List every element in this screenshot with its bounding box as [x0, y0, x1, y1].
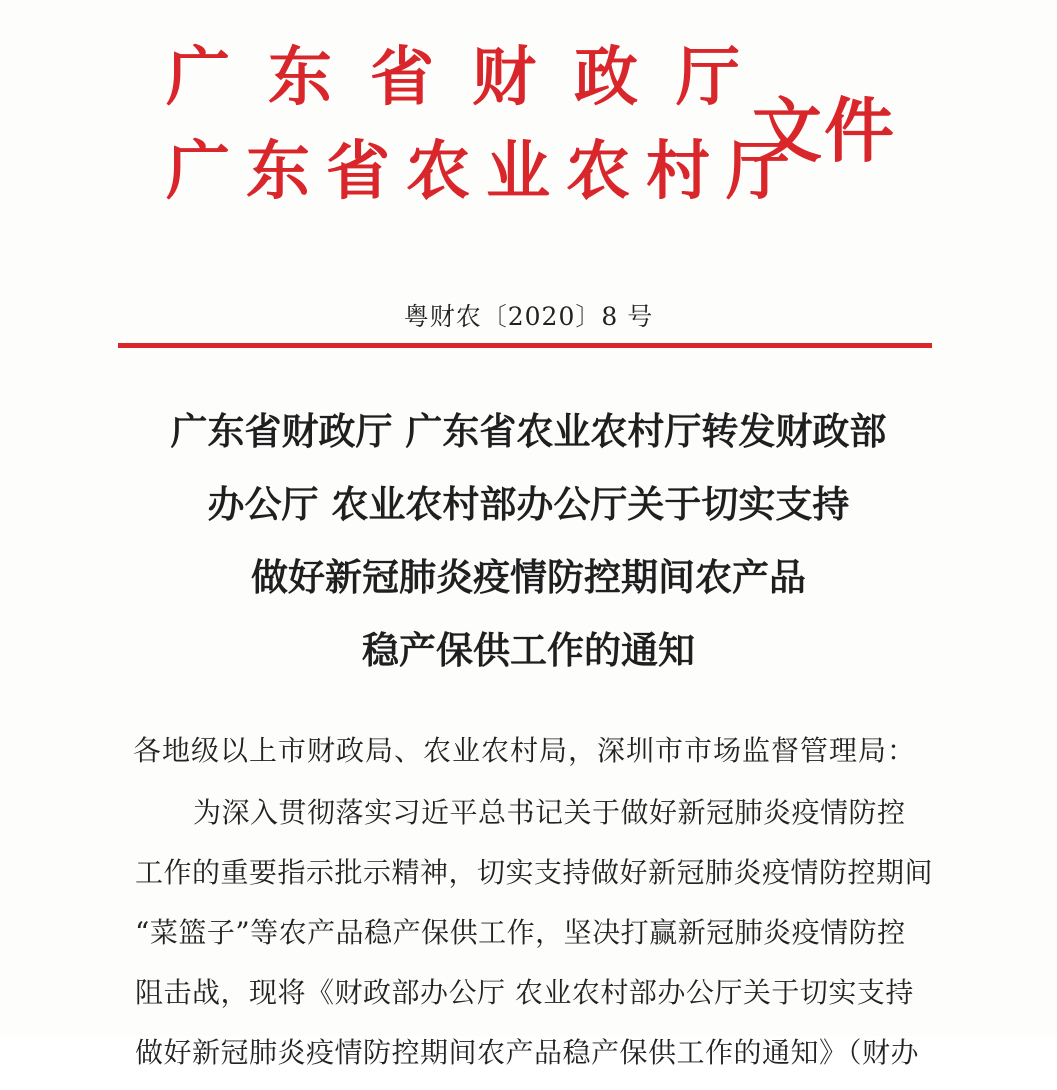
issuer-finance-department: 广东省财政厅	[166, 40, 778, 115]
document-number: 粤财农〔2020〕8 号	[403, 302, 654, 331]
title-line: 稳产保供工作的通知	[362, 629, 695, 672]
salutation: 各地级以上市财政局、农业农村局，深圳市市场监督管理局：	[133, 734, 917, 767]
title-line: 做好新冠肺炎疫情防控期间农产品	[251, 556, 806, 599]
red-divider-line	[118, 343, 932, 348]
document-title	[0, 404, 1057, 696]
issuer-agriculture-department: 广东省农业农村厅	[166, 134, 806, 209]
title-line: 广东省财政厅 广东省农业农村厅转发财政部	[170, 410, 887, 453]
body-line: 为深入贯彻落实习近平总书记关于做好新冠肺炎疫情防控	[193, 796, 906, 829]
body-line: 工作的重要指示批示精神，切实支持做好新冠肺炎疫情防控期间	[135, 856, 934, 889]
body-line: “菜篮子”等农产品稳产保供工作，坚决打赢新冠肺炎疫情防控	[135, 916, 906, 949]
document-type-label: 文件	[752, 89, 896, 172]
body-line: 阻击战，现将《财政部办公厅 农业农村部办公厅关于切实支持	[135, 976, 914, 1009]
body-line: 做好新冠肺炎疫情防控期间农产品稳产保供工作的通知》（财办	[135, 1036, 920, 1069]
body-paragraph	[135, 790, 935, 1090]
title-line: 办公厅 农业农村部办公厅关于切实支持	[207, 483, 850, 526]
